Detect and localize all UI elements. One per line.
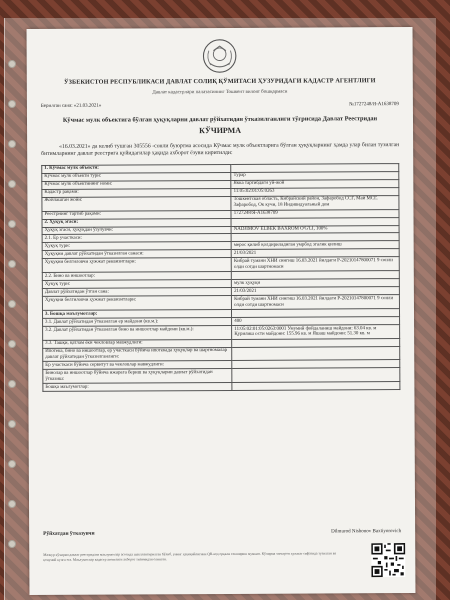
field-label: Ҳуқуқни белгиловчи ҳужжат реквизитлари: [42, 258, 231, 273]
meta-row [41, 102, 399, 109]
hole [8, 220, 16, 228]
hole [8, 260, 16, 268]
field-label: 2. Ҳуқуқ эгаси: [42, 218, 231, 227]
field-label: Ҳуқуқни давлат рўйхатидан ўтказилган санаси: [42, 250, 231, 259]
hole [8, 100, 16, 108]
document-number: №1727248/Я-A1638709 [349, 102, 399, 108]
small-print: Мазкур кўчирма давлат реестридаги маълумотлар асосида шакллантирилган бўлиб, унинг ҳақиқийлигини QR-код орқали текшириш мумкин. Кўчирма электрон ҳужжат сифатида тузилган ва қонуний кучга эга. Маълумотлар кадастр агентлиги ахборот тизимидан олинган. [43, 551, 336, 562]
hole [8, 500, 16, 508]
signer-name: Dilmurod Nishonov Baxtiyorovich [331, 529, 402, 535]
document-page [27, 27, 416, 595]
intro-paragraph: «16.03.2021» да келиб тушган 305556 -сонли буюртма асосида Кўчмас мулк объектларига бўлган ҳуқуқларнинг ҳамда улар билан тузилган битимларнинг давлат реестрига қуйидагилар ҳақида ахборот ёзуви киритилди: [41, 142, 400, 158]
field-label: Ҳуқуқни белгиловчи ҳужжат реквизитлари: [42, 296, 231, 311]
field-value: 1727248/Я-A1638709 [231, 209, 399, 218]
field-label: Кадастр рақами: [42, 188, 231, 197]
field-label: Кўчмас мулк объектининг номи: [42, 180, 231, 189]
field-label: 2.1. Ер участкаси: [42, 234, 231, 243]
hole [8, 300, 16, 308]
field-value: мерос қилиб қолдириладиган умрбод эгалик қилиш [231, 241, 399, 250]
issue-date: Берилган сана: «21.03.2021» [40, 103, 102, 109]
document-subtitle: КЎЧИРМА [199, 125, 241, 136]
field-value: мулк ҳуқуқи [232, 279, 400, 288]
field-value: Тошкентская область, Кибрайский район, Зафаробод ССГ, Май МСГ, Зафаробод, Ок кучи, 18 Индивидуальный дом [231, 195, 399, 210]
field-label: 3. Бошқа маълумотлар: [42, 309, 231, 318]
hole [8, 540, 16, 548]
field-value: Якка тартибдаги уй-жой [231, 179, 399, 188]
field-value: 21/03/2021 [232, 287, 400, 296]
field-value: 11:05:02:01:05:0263:0001 Умумий фойдаланиш майдони: 63.04 кв. м Қурилиш ости майдони: 155.96 кв. м Яшаш майдони: 51.30 кв. м [232, 324, 400, 339]
table-row [43, 382, 400, 392]
field-label: Давлат рўйхатидан ўтган сана: [42, 288, 231, 297]
state-emblem-icon [202, 38, 238, 74]
document-title: Кўчмас мулк объектига бўлган ҳуқуқларни давлат рўйхатидан ўтказилганлиги тўғрисида Давлат Реестридан [62, 115, 378, 124]
field-label: Бошқа маълумотлар: [43, 383, 232, 392]
field-label: Ҳуқуқ тури: [42, 280, 231, 289]
field-value: Кибрай тумани ХНИ сингиш 16.03.2021 йилдаги Р-20210147800071 9 сонли олди сотди шартномаси [232, 295, 400, 310]
hole [8, 140, 16, 148]
field-label: 3.2. Давлат рўйхатидан ўтказилган бино ва иншоотлар майдони (кв.м.): [43, 325, 232, 340]
field-label: 3.3. Ташқи, қатлам ёки чекловлар мавжудлиги: [43, 339, 232, 348]
field-label: 1. Кўчмас мулк объекти: [42, 164, 231, 173]
field-value: 11:05:02:01:05:0263 [231, 187, 399, 196]
field-value [232, 368, 400, 383]
footer [43, 529, 401, 562]
field-value: 400 [232, 317, 400, 326]
hole [8, 60, 16, 68]
field-label: Ер участкаси бўйича сервитут ва чекловлар мавжудлиги: [43, 361, 232, 370]
field-label: Ипотека, бино ва иншоотлар, ер участкаси бўйича ипотекада ҳуқуқлар ва шартномалар давлат рўйхатидан ўтказилганлиги: [43, 347, 232, 362]
field-value: 21/03/2021 [231, 249, 399, 258]
hole [8, 380, 16, 388]
hole [8, 180, 16, 188]
field-value: Турар [231, 171, 399, 180]
agency-name: ЎЗБЕКИСТОН РЕСПУБЛИКАСИ ДАВЛАТ СОЛИҚ ҚЎМИТАСИ ҲУЗУРИДАГИ КАДАСТР АГЕНТЛИГИ [64, 77, 376, 86]
sleeve-holes [8, 60, 18, 580]
signature-label: Рўйхатдан ўтказувчи [43, 530, 95, 537]
hole [8, 340, 16, 348]
field-label: Ҳуқуқ эгаси, ҳуқуқдан ўзулувчи: [42, 226, 231, 235]
field-value [232, 346, 400, 361]
field-value: Кибрай тумани ХНИ сингиш 16.03.2021 йилдаги Р-20210147800071 9 сонли олди сотди шартномаси [231, 257, 399, 272]
field-label: Жойлашган жойи: [42, 196, 231, 211]
hole [8, 420, 16, 428]
registry-table [41, 163, 400, 392]
field-label: 3.1. Давлат рўйхатидан ўтказилган ер майдони (кв.м.): [43, 317, 232, 326]
field-label: Бинолар ва иншоотлар бўйича ижарага бериш ва ҳуқуқларни давлат рўйхатидан ўтказиш: [43, 369, 232, 384]
branch-name: Давлат кадастрлари палатасининг Тошкент вилоят бошқармаси [152, 89, 288, 96]
field-value: NADJIMOV ELBEK BAXROM O'G'LI, 100% [231, 225, 399, 234]
field-label: Кўчмас мулк объекти тури: [42, 172, 231, 181]
field-label: 2.2. Бино ва иншоотлар: [42, 272, 231, 281]
hole [8, 460, 16, 468]
field-label: Ҳуқуқ тури: [42, 242, 231, 251]
field-value [232, 382, 400, 391]
qr-code-icon[interactable] [371, 543, 405, 577]
field-label: Реестрнинг тартиб рақами: [42, 210, 231, 219]
